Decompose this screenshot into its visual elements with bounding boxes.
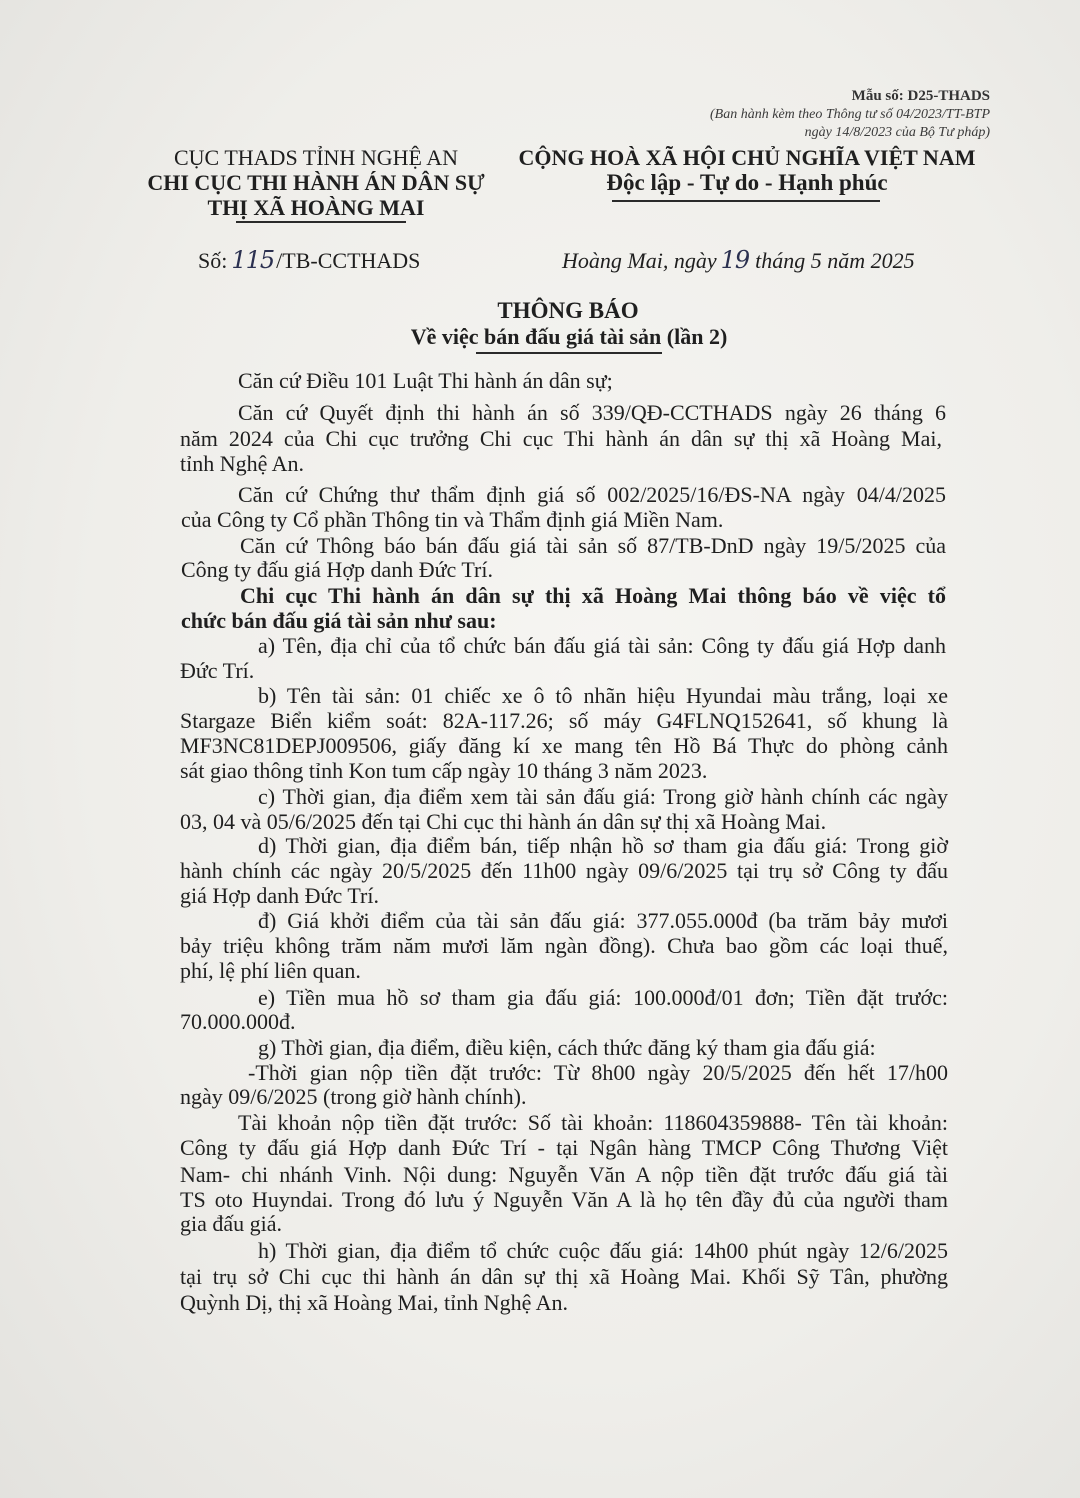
announcement-intro-line: Chi cục Thi hành án dân sự thị xã Hoàng Mai thông báo về việc tổ bbox=[240, 583, 946, 608]
nation-name: CỘNG HOÀ XÃ HỘI CHỦ NGHĨA VIỆT NAM bbox=[518, 145, 976, 170]
legal-basis-appraisal-line: Căn cứ Chứng thư thẩm định giá số 002/2025/16/ĐS-NA ngày 04/4/2025 bbox=[238, 482, 946, 507]
item-h-line: tại trụ sở Chi cục thi hành án dân sự thị xã Hoàng Mai. Khối Sỹ Tân, phường bbox=[180, 1264, 948, 1289]
item-dd-line: bảy triệu không trăm năm mươi lăm ngàn đồng). Chưa bao gồm các loại thuế, bbox=[180, 933, 948, 958]
issue-date bbox=[562, 247, 915, 273]
legal-basis-decision-line: Căn cứ Quyết định thi hành án số 339/QĐ-CCTHADS ngày 26 tháng 6 bbox=[238, 400, 946, 425]
item-a-line: Đức Trí. bbox=[180, 658, 255, 683]
deposit-account-line: Tài khoản nộp tiền đặt trước: Số tài khoản: 118604359888- Tên tài khoản: bbox=[238, 1110, 948, 1135]
deposit-time-line: -Thời gian nộp tiền đặt trước: Từ 8h00 ngày 20/5/2025 đến hết 17/h00 bbox=[248, 1060, 948, 1085]
issue-date-suffix: tháng 5 năm 2025 bbox=[755, 248, 915, 273]
item-c-line: 03, 04 và 05/6/2025 đến tại Chi cục thi hành án dân sự thị xã Hoàng Mai. bbox=[180, 809, 827, 834]
item-h-line: h) Thời gian, địa điểm tổ chức cuộc đấu giá: 14h00 phút ngày 12/6/2025 bbox=[258, 1238, 948, 1263]
agency-name-line-2: THỊ XÃ HOÀNG MAI bbox=[207, 195, 425, 220]
form-code: Mẫu số: D25-THADS bbox=[851, 88, 990, 104]
item-dd-line: phí, lệ phí liên quan. bbox=[180, 958, 361, 983]
deposit-account-line: Nam- chi nhánh Vinh. Nội dung: Nguyễn Văn A nộp tiền đặt trước đấu giá tài bbox=[180, 1162, 948, 1187]
issue-date-prefix: Hoàng Mai, ngày bbox=[562, 248, 717, 273]
item-h-line: Quỳnh Dị, thị xã Hoàng Mai, tỉnh Nghệ An. bbox=[180, 1290, 569, 1315]
item-a-line: a) Tên, địa chỉ của tổ chức bán đấu giá tài sản: Công ty đấu giá Hợp danh bbox=[258, 633, 946, 658]
item-b-line: b) Tên tài sản: 01 chiếc xe ô tô nhãn hiệu Hyundai màu trắng, loại xe bbox=[258, 683, 948, 708]
deposit-account-line: gia đấu giá. bbox=[180, 1211, 283, 1236]
motto-underline bbox=[612, 200, 880, 202]
legal-basis-law-line: Căn cứ Điều 101 Luật Thi hành án dân sự; bbox=[238, 368, 613, 393]
document-number-handwritten: 115 bbox=[231, 246, 275, 274]
form-note-line-1: (Ban hành kèm theo Thông tư số 04/2023/TT-BTP bbox=[710, 107, 990, 122]
issue-date-handwritten-day: 19 bbox=[720, 246, 750, 274]
document-number-prefix: Số: bbox=[198, 248, 228, 273]
legal-basis-decision-line: năm 2024 của Chi cục trưởng Chi cục Thi hành án dân sự thị xã Hoàng Mai, bbox=[180, 426, 942, 451]
subtitle-underline bbox=[476, 352, 662, 354]
legal-basis-decision-line: tỉnh Nghệ An. bbox=[180, 451, 305, 476]
item-dd-line: đ) Giá khởi điểm của tài sản đấu giá: 377.055.000đ (ba trăm bảy mươi bbox=[258, 908, 948, 933]
item-e-line: 70.000.000đ. bbox=[180, 1009, 296, 1034]
announcement-intro-line: chức bán đấu giá tài sản như sau: bbox=[181, 608, 497, 633]
item-e-line: e) Tiền mua hồ sơ tham gia đấu giá: 100.000đ/01 đơn; Tiền đặt trước: bbox=[258, 985, 948, 1010]
document-number-suffix: /TB-CCTHADS bbox=[276, 248, 421, 273]
item-b-line: sát giao thông tỉnh Kon tum cấp ngày 10 tháng 3 năm 2023. bbox=[180, 758, 708, 783]
deposit-time-line: ngày 09/6/2025 (trong giờ hành chính). bbox=[180, 1084, 527, 1109]
item-g-line: g) Thời gian, địa điểm, điều kiện, cách thức đăng ký tham gia đấu giá: bbox=[258, 1035, 876, 1060]
item-d-line: d) Thời gian, địa điểm bán, tiếp nhận hồ sơ tham gia đấu giá: Trong giờ bbox=[258, 833, 948, 858]
legal-basis-appraisal-line: của Công ty Cổ phần Thông tin và Thẩm định giá Miền Nam. bbox=[181, 507, 724, 532]
nation-motto: Độc lập - Tự do - Hạnh phúc bbox=[606, 170, 888, 195]
agency-parent: CỤC THADS TỈNH NGHỆ AN bbox=[174, 145, 458, 170]
item-b-line: Stargaze Biển kiểm soát: 82A-117.26; số máy G4FLNQ152641, số khung là bbox=[180, 708, 948, 733]
legal-basis-auction-notice-line: Công ty đấu giá Hợp danh Đức Trí. bbox=[181, 557, 493, 582]
item-b-line: MF3NC81DEPJ009506, giấy đăng kí xe mang tên Hồ Bá Thực do phòng cảnh bbox=[180, 733, 948, 758]
document-title: THÔNG BÁO bbox=[497, 298, 639, 323]
item-d-line: giá Hợp danh Đức Trí. bbox=[180, 883, 379, 908]
agency-underline bbox=[236, 221, 406, 223]
deposit-account-line: Công ty đấu giá Hợp danh Đức Trí - tại Ngân hàng TMCP Công Thương Việt bbox=[180, 1135, 948, 1160]
document-subtitle: Về việc bán đấu giá tài sản (lần 2) bbox=[410, 324, 728, 349]
item-c-line: c) Thời gian, địa điểm xem tài sản đấu giá: Trong giờ hành chính các ngày bbox=[258, 784, 948, 809]
document-number bbox=[198, 247, 420, 273]
legal-basis-auction-notice-line: Căn cứ Thông báo bán đấu giá tài sản số 87/TB-DnD ngày 19/5/2025 của bbox=[240, 533, 946, 558]
agency-name-line-1: CHI CỤC THI HÀNH ÁN DÂN SỰ bbox=[147, 170, 485, 195]
form-note-line-2: ngày 14/8/2023 của Bộ Tư pháp) bbox=[804, 125, 990, 140]
deposit-account-line: TS oto Huyndai. Trong đó lưu ý Nguyễn Văn A là họ tên đầy đủ của người tham bbox=[180, 1187, 948, 1212]
item-d-line: hành chính các ngày 20/5/2025 đến 11h00 ngày 09/6/2025 tại trụ sở Công ty đấu bbox=[180, 858, 948, 883]
